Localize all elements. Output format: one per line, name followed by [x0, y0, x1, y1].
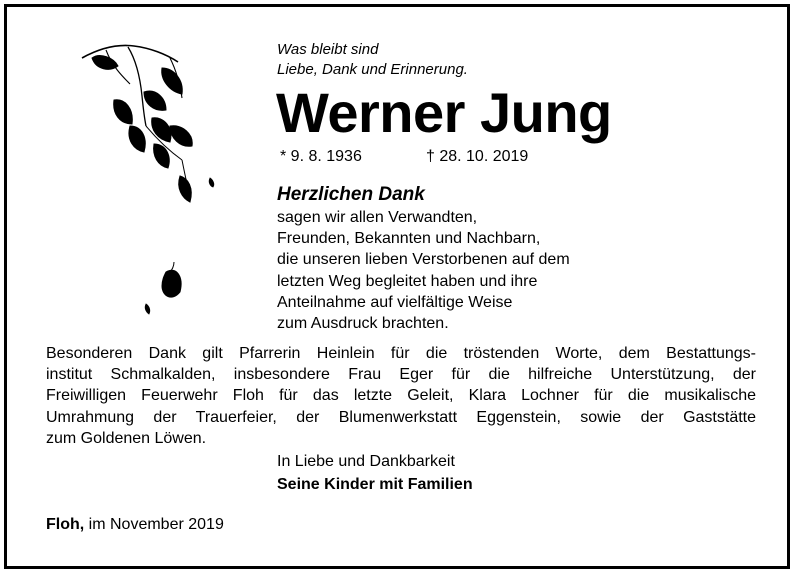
paragraph-line: institut Schmalkalden, insbesondere Frau Eger für die hilfreiche Unterstützung, der: [46, 366, 756, 384]
quote-line-2: Liebe, Dank und Erinnerung.: [277, 61, 468, 78]
thanks-line: Anteilnahme auf vielfältige Weise: [277, 293, 513, 311]
place-and-date: [46, 513, 224, 537]
birth-date: * 9. 8. 1936: [280, 148, 362, 165]
thanks-line: sagen wir allen Verwandten,: [277, 209, 478, 226]
special-thanks-paragraph: [46, 343, 756, 449]
quote-line-1: Was bleibt sind: [277, 41, 379, 58]
thanks-heading: Herzlichen Dank: [277, 184, 425, 205]
thanks-line: letzten Weg begleitet haben und ihre: [277, 272, 538, 290]
birch-branch-icon: [70, 40, 230, 330]
death-date: † 28. 10. 2019: [426, 148, 529, 165]
deceased-name: Werner Jung: [276, 81, 612, 144]
paragraph-line: zum Goldenen Löwen.: [46, 429, 207, 447]
place-town: Floh,: [46, 516, 85, 533]
thanks-text: [277, 207, 570, 334]
thanks-line: zum Ausdruck brachten.: [277, 315, 449, 333]
thanks-line: Freunden, Bekannten und Nachbarn,: [277, 230, 541, 248]
signatories: Seine Kinder mit Familien: [277, 476, 473, 493]
memorial-quote: [277, 40, 468, 80]
paragraph-line: Freiwilligen Feuerwehr Floh für das letzte Geleit, Klara Lochner für die musikalische: [46, 387, 756, 405]
paragraph-line: Besonderen Dank gilt Pfarrerin Heinlein für die tröstenden Worte, dem Bestattungs-: [46, 345, 756, 362]
place-date: im November 2019: [84, 516, 224, 533]
paragraph-line: Umrahmung der Trauerfeier, der Blumenwerkstatt Eggenstein, sowie der Gaststätte: [46, 408, 756, 426]
closing-line: In Liebe und Dankbarkeit: [277, 453, 455, 470]
thanks-line: die unseren lieben Verstorbenen auf dem: [277, 251, 570, 269]
